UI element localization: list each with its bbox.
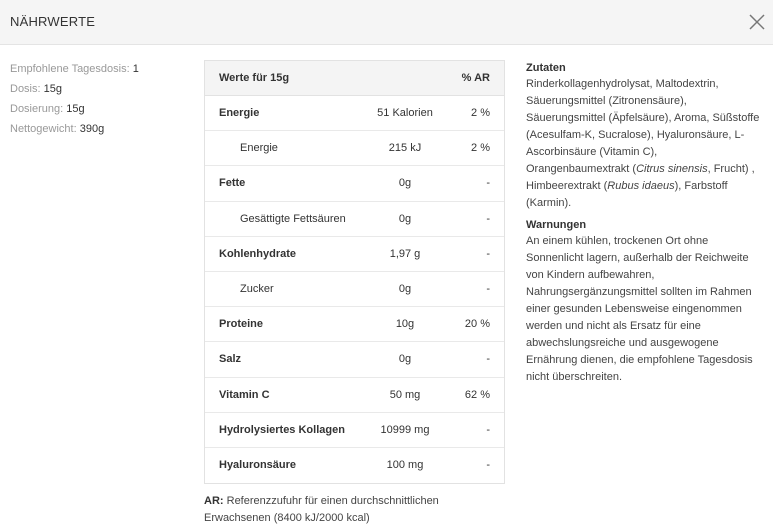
row-ar: -: [486, 282, 490, 295]
info-label: Nettogewicht:: [10, 123, 77, 135]
warnings-title: Warnungen: [526, 219, 587, 231]
row-name: Hydrolysiertes Kollagen: [219, 423, 345, 436]
table-row: [205, 307, 504, 342]
table-header: [205, 61, 504, 96]
table-row: [205, 131, 504, 166]
warnings-text: An einem kühlen, trockenen Ort ohne Sonnenlicht lagern, außerhalb der Reichweite von Kindern aufbewahren, Nahrungsergänzungsmittel sollten im Rahmen einer gesunden Lebensweise eingenommen werden und nicht als Ersatz für eine abwechslungsreiche und ausgewogene Ernährung dienen, die empfohlene Tagesdosis nicht überschreiten.: [526, 235, 753, 383]
row-value: 0g: [398, 282, 412, 295]
row-ar: 2 %: [471, 107, 490, 119]
modal-header: [0, 0, 773, 45]
ingredients-part: , Frucht) , Himbeerextrakt (: [526, 163, 755, 192]
row-name: Vitamin C: [219, 388, 270, 401]
row-name: Zucker: [240, 282, 274, 295]
nutrition-table: [204, 60, 505, 484]
ar-note-text: Referenzzufuhr für einen durchschnittlichen Erwachsenen (8400 kJ/2000 kcal): [204, 495, 439, 524]
row-value: 10g: [395, 318, 415, 331]
table-row: [205, 448, 504, 483]
info-value: 15g: [66, 103, 85, 115]
row-name: Hyaluronsäure: [219, 458, 297, 471]
ingredients-title: Zutaten: [526, 62, 566, 74]
row-value: 50 mg: [389, 388, 421, 401]
row-ar: 2 %: [471, 142, 490, 155]
table-row: [205, 202, 504, 237]
modal-title: NÄHRWERTE: [10, 14, 96, 29]
row-value: 0g: [398, 212, 412, 225]
row-name: Energie: [219, 107, 260, 119]
ingredients-part: Rinderkollagenhydrolysat, Maltodextrin, Säuerungsmittel (Zitronensäure), Säuerungsmittel (Äpfelsäure), Aroma, Süßstoffe (Acesulfam-K, Sucralose), Hyaluronsäure, L-Ascorbinsäure (Vitamin C), Orangenbaumextrakt (: [526, 78, 760, 175]
row-value: 100 mg: [386, 458, 424, 471]
info-label: Empfohlene Tagesdosis:: [10, 63, 130, 75]
info-value: 1: [132, 63, 139, 75]
table-row: [205, 342, 504, 377]
row-ar: -: [486, 458, 490, 471]
info-value: 390g: [79, 123, 105, 135]
table-row: [205, 237, 504, 272]
ingredients-text: [526, 76, 762, 212]
row-ar: 62 %: [464, 388, 490, 401]
table-row: [205, 378, 504, 413]
table-row: [205, 166, 504, 201]
table-row: [205, 413, 504, 448]
row-value: 0g: [398, 177, 412, 190]
row-name: Fette: [219, 177, 246, 190]
info-row: [10, 102, 190, 122]
table-row: [205, 272, 504, 307]
close-icon[interactable]: [746, 11, 768, 33]
row-value: 215 kJ: [388, 142, 422, 155]
header-name: Werte für 15g: [219, 72, 290, 84]
info-row: [10, 62, 190, 82]
ingredients-part: ), Farbstoff (Karmin).: [526, 180, 728, 209]
row-name: Energie: [240, 142, 278, 155]
row-ar: -: [486, 353, 490, 366]
product-info: [10, 62, 190, 142]
row-name: Salz: [219, 353, 242, 366]
info-label: Dosierung:: [10, 103, 64, 115]
row-ar: -: [486, 247, 490, 260]
row-value: 0g: [398, 353, 412, 366]
row-ar: -: [486, 177, 490, 190]
row-ar: -: [486, 212, 490, 225]
side-panel: [526, 60, 762, 391]
table-row: [205, 96, 504, 131]
row-ar: 20 %: [464, 318, 490, 331]
row-value: 1,97 g: [389, 247, 421, 260]
ingredients-latin: Citrus sinensis: [636, 163, 708, 175]
row-value: 51 Kalorien: [377, 107, 433, 119]
header-ar: % AR: [461, 72, 490, 84]
info-label: Dosis:: [10, 83, 41, 95]
row-name: Kohlenhydrate: [219, 247, 297, 260]
row-name: Gesättigte Fettsäuren: [240, 212, 346, 225]
row-value: 10999 mg: [380, 423, 430, 436]
info-value: 15g: [43, 83, 62, 95]
row-ar: -: [486, 423, 490, 436]
info-row: [10, 82, 190, 102]
info-row: [10, 122, 190, 142]
ingredients-latin: Rubus idaeus: [607, 180, 675, 192]
ar-note: [204, 493, 494, 527]
ar-note-label: AR:: [204, 495, 224, 507]
row-name: Proteine: [219, 318, 264, 331]
